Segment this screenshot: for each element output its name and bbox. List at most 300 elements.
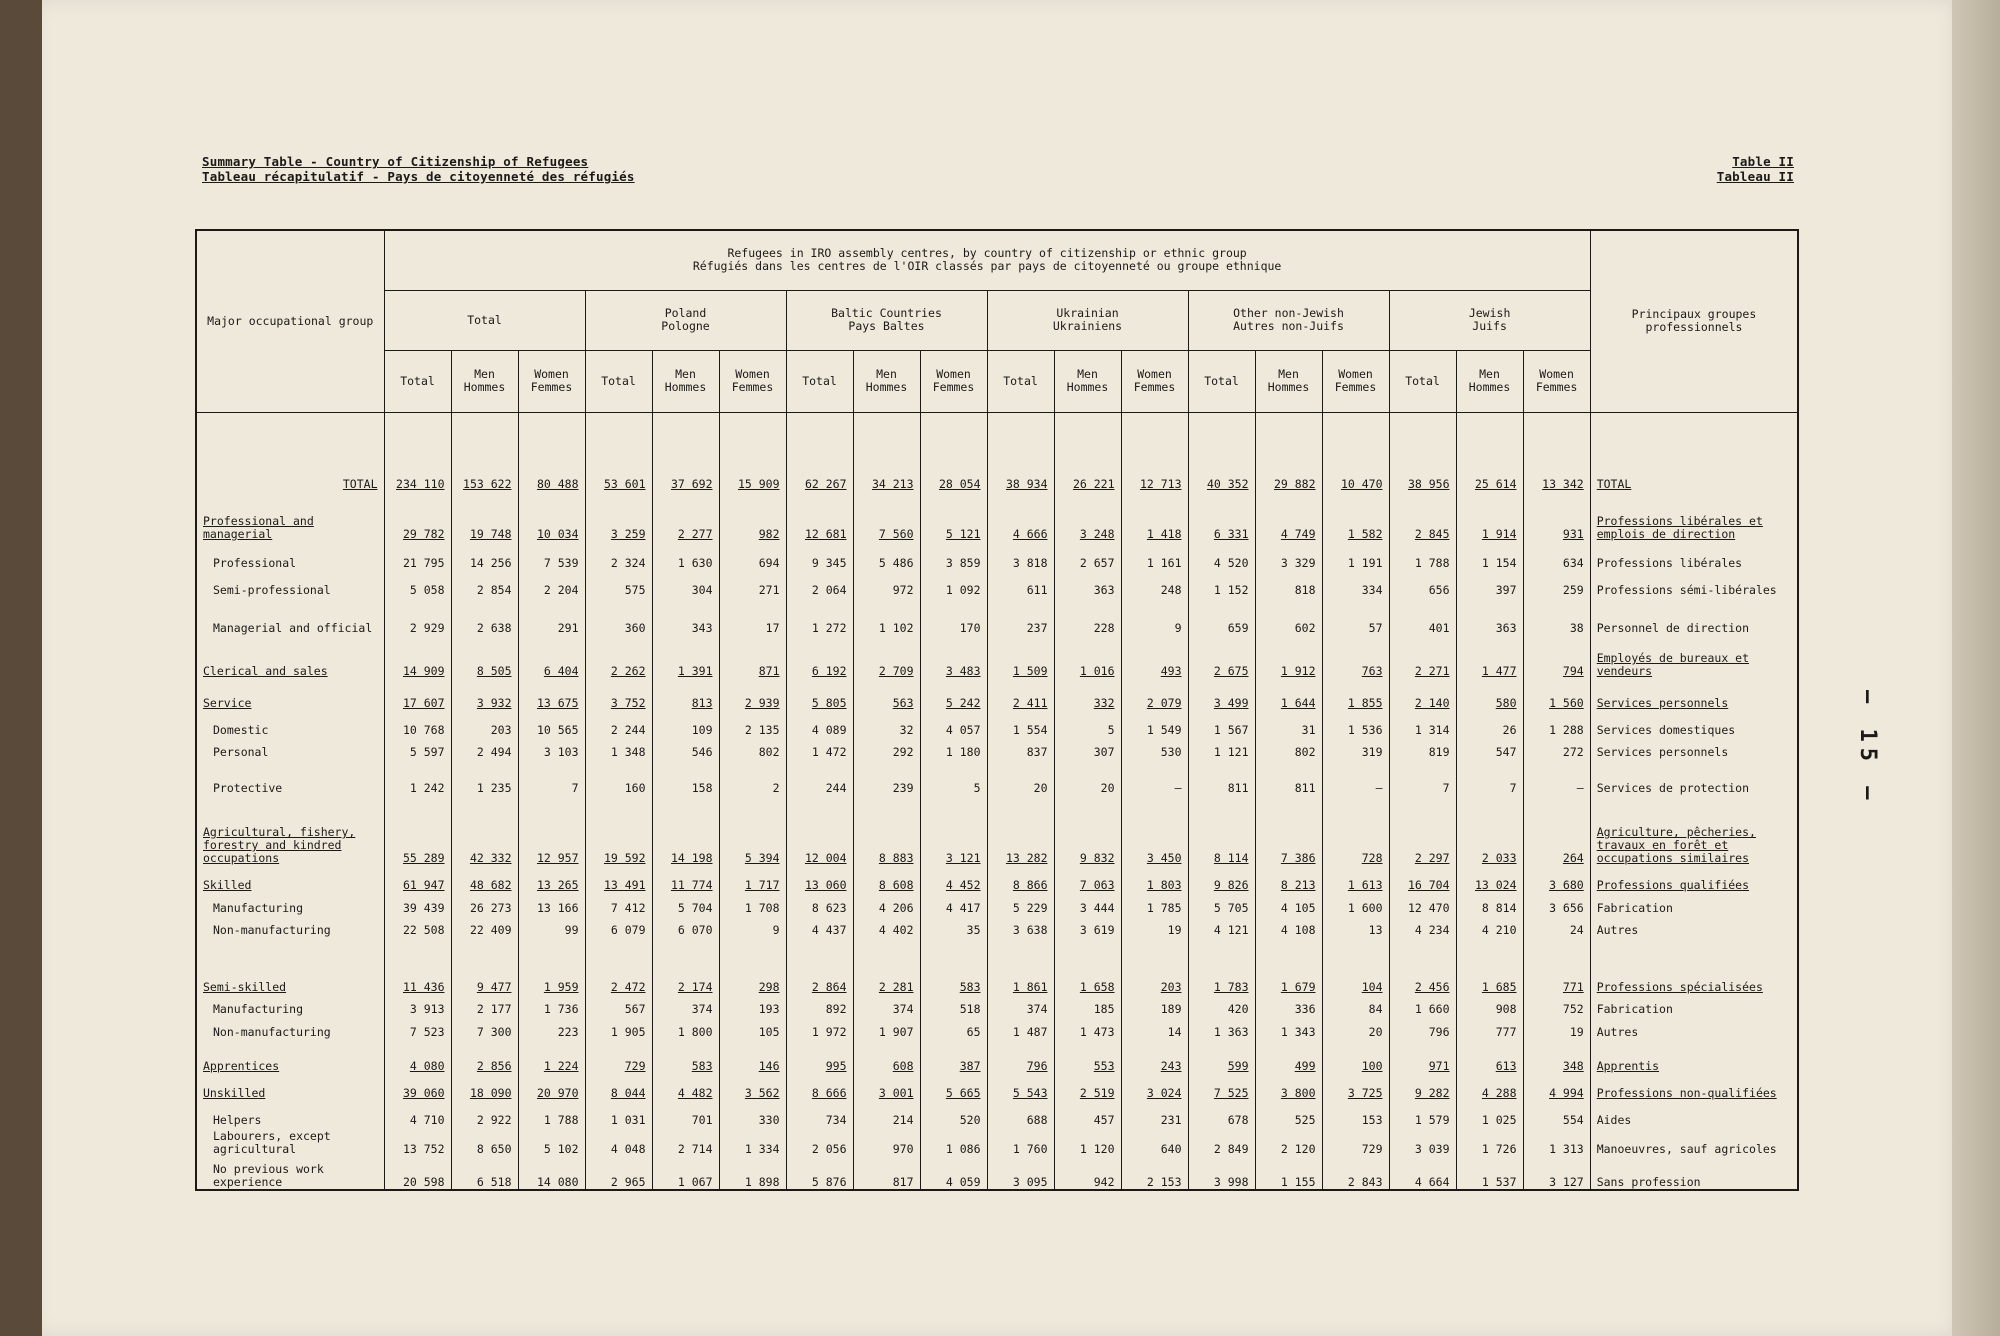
value-cell: 3 121	[920, 795, 987, 865]
value-cell: 401	[1389, 597, 1456, 635]
value-cell: 1 567	[1188, 710, 1255, 737]
value-cell: 1 314	[1389, 710, 1456, 737]
value-cell: 6 404	[518, 635, 585, 678]
value-cell: 4 749	[1255, 491, 1322, 541]
value-cell: 332	[1054, 678, 1121, 710]
column-header-text: Women	[1338, 367, 1373, 381]
value-cell: 982	[719, 491, 786, 541]
value-cell: 80 488	[518, 412, 585, 491]
column-header-text: Women	[1137, 367, 1172, 381]
row-label-english: Semi-skilled	[196, 937, 384, 993]
value-cell: 2 494	[451, 737, 518, 760]
value-cell: 1 487	[987, 1016, 1054, 1039]
column-header-text: Hommes	[1066, 380, 1109, 394]
value-cell: 13 491	[585, 865, 652, 892]
column-header-text: Women	[735, 367, 770, 381]
value-cell: 9	[719, 915, 786, 938]
value-cell: 9 282	[1389, 1073, 1456, 1100]
value-cell: 3 656	[1523, 892, 1590, 915]
value-cell: 2 854	[451, 570, 518, 597]
column-header	[384, 350, 451, 412]
value-cell: 908	[1456, 994, 1523, 1017]
value-cell: 374	[853, 994, 920, 1017]
value-cell: 611	[987, 570, 1054, 597]
value-cell: 2 244	[585, 710, 652, 737]
value-cell: 1 363	[1188, 1016, 1255, 1039]
column-header	[1456, 350, 1523, 412]
group-name-french: Juifs	[1472, 319, 1507, 333]
value-cell: 84	[1322, 994, 1389, 1017]
value-cell: 13 342	[1523, 412, 1590, 491]
value-cell: 24	[1523, 915, 1590, 938]
column-header-text: Men	[675, 367, 696, 381]
value-cell: 8 114	[1188, 795, 1255, 865]
group-name: Jewish	[1468, 306, 1511, 320]
row-label-english: Agricultural, fishery, forestry and kindred occupations	[196, 795, 384, 865]
value-cell: 1 658	[1054, 937, 1121, 993]
value-cell: 4 048	[585, 1127, 652, 1156]
row-label-french: Autres	[1590, 1016, 1798, 1039]
value-cell: 1 549	[1121, 710, 1188, 737]
row-label-english: Skilled	[196, 865, 384, 892]
row-label-english: Non-manufacturing	[196, 1016, 384, 1039]
column-header-text: Men	[1278, 367, 1299, 381]
title-cell	[384, 230, 1590, 290]
value-cell: 397	[1456, 570, 1523, 597]
value-cell: 3 259	[585, 491, 652, 541]
table-row	[196, 1039, 1798, 1073]
value-cell: 457	[1054, 1100, 1121, 1127]
column-header	[786, 350, 853, 412]
column-header	[1523, 350, 1590, 412]
value-cell: 7 525	[1188, 1073, 1255, 1100]
table-row	[196, 1100, 1798, 1127]
row-label-english: Semi-professional	[196, 570, 384, 597]
value-cell: 5 242	[920, 678, 987, 710]
value-cell: 7 300	[451, 1016, 518, 1039]
value-cell: 1 537	[1456, 1156, 1523, 1190]
value-cell: 2 939	[719, 678, 786, 710]
table-row	[196, 1127, 1798, 1156]
value-cell: 819	[1389, 737, 1456, 760]
column-header	[1054, 350, 1121, 412]
value-cell: 363	[1456, 597, 1523, 635]
value-cell: 8 623	[786, 892, 853, 915]
value-cell: 28 054	[920, 412, 987, 491]
table-row	[196, 678, 1798, 710]
value-cell: 1 224	[518, 1039, 585, 1073]
value-cell: 553	[1054, 1039, 1121, 1073]
value-cell: 9 345	[786, 541, 853, 570]
value-cell: 20	[987, 759, 1054, 795]
value-cell: 10 470	[1322, 412, 1389, 491]
column-header-text: Total	[400, 373, 435, 388]
value-cell: 3 680	[1523, 865, 1590, 892]
value-cell: 298	[719, 937, 786, 993]
value-cell: 2 033	[1456, 795, 1523, 865]
column-header-text: Hommes	[865, 380, 908, 394]
value-cell: 5 597	[384, 737, 451, 760]
value-cell: 1 736	[518, 994, 585, 1017]
group-header	[987, 290, 1188, 350]
table-row	[196, 915, 1798, 938]
value-cell: 5 543	[987, 1073, 1054, 1100]
value-cell: 777	[1456, 1016, 1523, 1039]
value-cell: 13 282	[987, 795, 1054, 865]
value-cell: 1 788	[518, 1100, 585, 1127]
value-cell: 3 619	[1054, 915, 1121, 938]
column-header-text: Women	[534, 367, 569, 381]
value-cell: 14 909	[384, 635, 451, 678]
value-cell: 231	[1121, 1100, 1188, 1127]
value-cell: 575	[585, 570, 652, 597]
value-cell: 160	[585, 759, 652, 795]
row-label-english: Manufacturing	[196, 892, 384, 915]
value-cell: 360	[585, 597, 652, 635]
value-cell: 5 486	[853, 541, 920, 570]
value-cell: 22 409	[451, 915, 518, 938]
value-cell: 100	[1322, 1039, 1389, 1073]
row-label-french: TOTAL	[1590, 412, 1798, 491]
value-cell: 8 866	[987, 865, 1054, 892]
value-cell: 4 482	[652, 1073, 719, 1100]
group-header	[384, 290, 585, 350]
value-cell: 580	[1456, 678, 1523, 710]
value-cell: 1 536	[1322, 710, 1389, 737]
value-cell: 334	[1322, 570, 1389, 597]
value-cell: 4 710	[384, 1100, 451, 1127]
value-cell: 3 913	[384, 994, 451, 1017]
value-cell: 307	[1054, 737, 1121, 760]
value-cell: 8 883	[853, 795, 920, 865]
value-cell: 2 472	[585, 937, 652, 993]
value-cell: 259	[1523, 570, 1590, 597]
value-cell: 26 273	[451, 892, 518, 915]
value-cell: 4 402	[853, 915, 920, 938]
column-header-text: Total	[601, 373, 636, 388]
value-cell: 7 539	[518, 541, 585, 570]
value-cell: 796	[987, 1039, 1054, 1073]
value-cell: 7	[1389, 759, 1456, 795]
value-cell: 6 070	[652, 915, 719, 938]
value-cell: 7 386	[1255, 795, 1322, 865]
value-cell: 1 272	[786, 597, 853, 635]
table-row	[196, 491, 1798, 541]
row-label-english: Non-manufacturing	[196, 915, 384, 938]
value-cell: 7 523	[384, 1016, 451, 1039]
value-cell: 3 127	[1523, 1156, 1590, 1190]
value-cell: 1 031	[585, 1100, 652, 1127]
value-cell: 1 959	[518, 937, 585, 993]
value-cell: 387	[920, 1039, 987, 1073]
value-cell: 1 708	[719, 892, 786, 915]
value-cell: 1 560	[1523, 678, 1590, 710]
value-cell: 319	[1322, 737, 1389, 760]
row-label-english: Professional	[196, 541, 384, 570]
row-label-french: Services domestiques	[1590, 710, 1798, 737]
value-cell: 3 039	[1389, 1127, 1456, 1156]
value-cell: 1 154	[1456, 541, 1523, 570]
value-cell: 817	[853, 1156, 920, 1190]
value-cell: 971	[1389, 1039, 1456, 1073]
value-cell: 19	[1523, 1016, 1590, 1039]
value-cell: 1 242	[384, 759, 451, 795]
table-row	[196, 597, 1798, 635]
value-cell: 1 660	[1389, 994, 1456, 1017]
value-cell: 146	[719, 1039, 786, 1073]
value-cell: 26 221	[1054, 412, 1121, 491]
value-cell: 2 204	[518, 570, 585, 597]
value-cell: 871	[719, 635, 786, 678]
value-cell: 17	[719, 597, 786, 635]
value-cell: 931	[1523, 491, 1590, 541]
value-cell: 499	[1255, 1039, 1322, 1073]
value-cell: 7	[1456, 759, 1523, 795]
value-cell: 20 598	[384, 1156, 451, 1190]
column-header	[719, 350, 786, 412]
value-cell: 1 288	[1523, 710, 1590, 737]
row-label-english: Labourers, except agricultural	[196, 1127, 384, 1156]
value-cell: 4 417	[920, 892, 987, 915]
value-cell: 1 477	[1456, 635, 1523, 678]
column-header-text: Total	[1003, 373, 1038, 388]
value-cell: 4 666	[987, 491, 1054, 541]
row-label-french: Fabrication	[1590, 994, 1798, 1017]
value-cell: 2 922	[451, 1100, 518, 1127]
value-cell: 796	[1389, 1016, 1456, 1039]
value-cell: 37 692	[652, 412, 719, 491]
value-cell: 2 856	[451, 1039, 518, 1073]
value-cell: 942	[1054, 1156, 1121, 1190]
value-cell: 363	[1054, 570, 1121, 597]
value-cell: 5 805	[786, 678, 853, 710]
column-header-text: Femmes	[1334, 380, 1377, 394]
value-cell: 2 271	[1389, 635, 1456, 678]
value-cell: 563	[853, 678, 920, 710]
value-cell: 4 210	[1456, 915, 1523, 938]
value-cell: 1 914	[1456, 491, 1523, 541]
value-cell: 9 832	[1054, 795, 1121, 865]
group-header	[786, 290, 987, 350]
value-cell: 2 411	[987, 678, 1054, 710]
value-cell: 1 025	[1456, 1100, 1523, 1127]
value-cell: 3 329	[1255, 541, 1322, 570]
value-cell: 3 932	[451, 678, 518, 710]
row-label-french: Fabrication	[1590, 892, 1798, 915]
value-cell: 4 437	[786, 915, 853, 938]
value-cell: 1 898	[719, 1156, 786, 1190]
value-cell: 1 554	[987, 710, 1054, 737]
table-row	[196, 937, 1798, 993]
row-label-french: Sans profession	[1590, 1156, 1798, 1190]
row-label-english: Protective	[196, 759, 384, 795]
row-label-english: Clerical and sales	[196, 635, 384, 678]
value-cell: 1 679	[1255, 937, 1322, 993]
value-cell: 659	[1188, 597, 1255, 635]
value-cell: 4 288	[1456, 1073, 1523, 1100]
value-cell: 1 472	[786, 737, 853, 760]
value-cell: 613	[1456, 1039, 1523, 1073]
value-cell: 1 391	[652, 635, 719, 678]
group-name: Baltic Countries	[831, 306, 942, 320]
value-cell: 771	[1523, 937, 1590, 993]
row-label-english: Managerial and official	[196, 597, 384, 635]
value-cell: 3 998	[1188, 1156, 1255, 1190]
value-cell: 5 102	[518, 1127, 585, 1156]
value-cell: 1 685	[1456, 937, 1523, 993]
value-cell: 3 859	[920, 541, 987, 570]
value-cell: 16 704	[1389, 865, 1456, 892]
group-name: Total	[467, 312, 502, 327]
value-cell: 2 064	[786, 570, 853, 597]
column-header-text: Hommes	[1468, 380, 1511, 394]
column-header-text: Hommes	[664, 380, 707, 394]
group-name: Other non-Jewish	[1233, 306, 1344, 320]
value-cell: 1 155	[1255, 1156, 1322, 1190]
column-header-text: Femmes	[530, 380, 573, 394]
value-cell: 39 060	[384, 1073, 451, 1100]
table-row	[196, 865, 1798, 892]
value-cell: 811	[1255, 759, 1322, 795]
value-cell: 4 105	[1255, 892, 1322, 915]
value-cell: 1 613	[1322, 865, 1389, 892]
value-cell: 1 120	[1054, 1127, 1121, 1156]
table-number-french: Tableau II	[1716, 169, 1794, 184]
value-cell: 9	[1121, 597, 1188, 635]
value-cell: 4 664	[1389, 1156, 1456, 1190]
value-cell: 5 058	[384, 570, 451, 597]
value-cell: 20	[1054, 759, 1121, 795]
value-cell: 8 814	[1456, 892, 1523, 915]
group-name-french: Pologne	[661, 319, 710, 333]
column-header	[920, 350, 987, 412]
value-cell: 12 004	[786, 795, 853, 865]
value-cell: 53 601	[585, 412, 652, 491]
table-row	[196, 412, 1798, 491]
value-cell: 2 965	[585, 1156, 652, 1190]
value-cell: 763	[1322, 635, 1389, 678]
value-cell: 3 103	[518, 737, 585, 760]
value-cell: 19	[1121, 915, 1188, 938]
value-cell: 2 849	[1188, 1127, 1255, 1156]
value-cell: 1 067	[652, 1156, 719, 1190]
value-cell: 343	[652, 597, 719, 635]
row-label-french: Professions qualifiées	[1590, 865, 1798, 892]
value-cell: 818	[1255, 570, 1322, 597]
value-cell: 1 600	[1322, 892, 1389, 915]
value-cell: 12 681	[786, 491, 853, 541]
title-french: Réfugiés dans les centres de l'OIR classés par pays de citoyenneté ou groupe ethnique	[692, 259, 1282, 274]
value-cell: 12 713	[1121, 412, 1188, 491]
group-name: Poland	[664, 306, 707, 320]
value-cell: 734	[786, 1100, 853, 1127]
row-label-french: Professions libérales	[1590, 541, 1798, 570]
value-cell: 22 508	[384, 915, 451, 938]
value-cell: –	[1322, 759, 1389, 795]
value-cell: 40 352	[1188, 412, 1255, 491]
value-cell: 4 994	[1523, 1073, 1590, 1100]
value-cell: 4 059	[920, 1156, 987, 1190]
value-cell: 8 666	[786, 1073, 853, 1100]
value-cell: 31	[1255, 710, 1322, 737]
page-edge	[1952, 0, 2000, 1336]
value-cell: 1 630	[652, 541, 719, 570]
value-cell: 525	[1255, 1100, 1322, 1127]
value-cell: 678	[1188, 1100, 1255, 1127]
row-label-english: Unskilled	[196, 1073, 384, 1100]
value-cell: 239	[853, 759, 920, 795]
group-header	[1188, 290, 1389, 350]
value-cell: 330	[719, 1100, 786, 1127]
value-cell: 2 638	[451, 597, 518, 635]
value-cell: 640	[1121, 1127, 1188, 1156]
value-cell: 304	[652, 570, 719, 597]
value-cell: 6 192	[786, 635, 853, 678]
value-cell: 1 972	[786, 1016, 853, 1039]
column-header-text: Women	[936, 367, 971, 381]
value-cell: 728	[1322, 795, 1389, 865]
table-caption	[202, 154, 635, 184]
value-cell: –	[1121, 759, 1188, 795]
value-cell: 1 726	[1456, 1127, 1523, 1156]
row-label-english: No previous work experience	[196, 1156, 384, 1190]
column-header-text: Men	[474, 367, 495, 381]
row-label-french: Aides	[1590, 1100, 1798, 1127]
value-cell: 39 439	[384, 892, 451, 915]
refugee-table	[195, 229, 1799, 1191]
value-cell: 243	[1121, 1039, 1188, 1073]
value-cell: 25 614	[1456, 412, 1523, 491]
row-label-english: Service	[196, 678, 384, 710]
value-cell: 6 331	[1188, 491, 1255, 541]
row-label-french: Professions sémi-libérales	[1590, 570, 1798, 597]
value-cell: 4 520	[1188, 541, 1255, 570]
column-header	[853, 350, 920, 412]
value-cell: 8 650	[451, 1127, 518, 1156]
value-cell: 32	[853, 710, 920, 737]
row-label-french: Services personnels	[1590, 737, 1798, 760]
value-cell: 291	[518, 597, 585, 635]
value-cell: 4 108	[1255, 915, 1322, 938]
value-cell: 1 152	[1188, 570, 1255, 597]
value-cell: 14 198	[652, 795, 719, 865]
value-cell: 1 418	[1121, 491, 1188, 541]
value-cell: 892	[786, 994, 853, 1017]
row-label-english: Personal	[196, 737, 384, 760]
right-header-cell	[1590, 230, 1798, 412]
value-cell: 14 080	[518, 1156, 585, 1190]
value-cell: 567	[585, 994, 652, 1017]
value-cell: 1 855	[1322, 678, 1389, 710]
column-header-text: Total	[1405, 373, 1440, 388]
row-label-french: Personnel de direction	[1590, 597, 1798, 635]
column-header-text: Femmes	[731, 380, 774, 394]
value-cell: 1 191	[1322, 541, 1389, 570]
row-label-french: Autres	[1590, 915, 1798, 938]
table-row	[196, 795, 1798, 865]
value-cell: 1 121	[1188, 737, 1255, 760]
value-cell: 272	[1523, 737, 1590, 760]
value-cell: 1 800	[652, 1016, 719, 1039]
value-cell: 29 882	[1255, 412, 1322, 491]
row-label-english: Domestic	[196, 710, 384, 737]
value-cell: 292	[853, 737, 920, 760]
column-header	[1322, 350, 1389, 412]
value-cell: 2 657	[1054, 541, 1121, 570]
column-header	[1121, 350, 1188, 412]
value-cell: 729	[585, 1039, 652, 1073]
value-cell: 5 705	[1188, 892, 1255, 915]
